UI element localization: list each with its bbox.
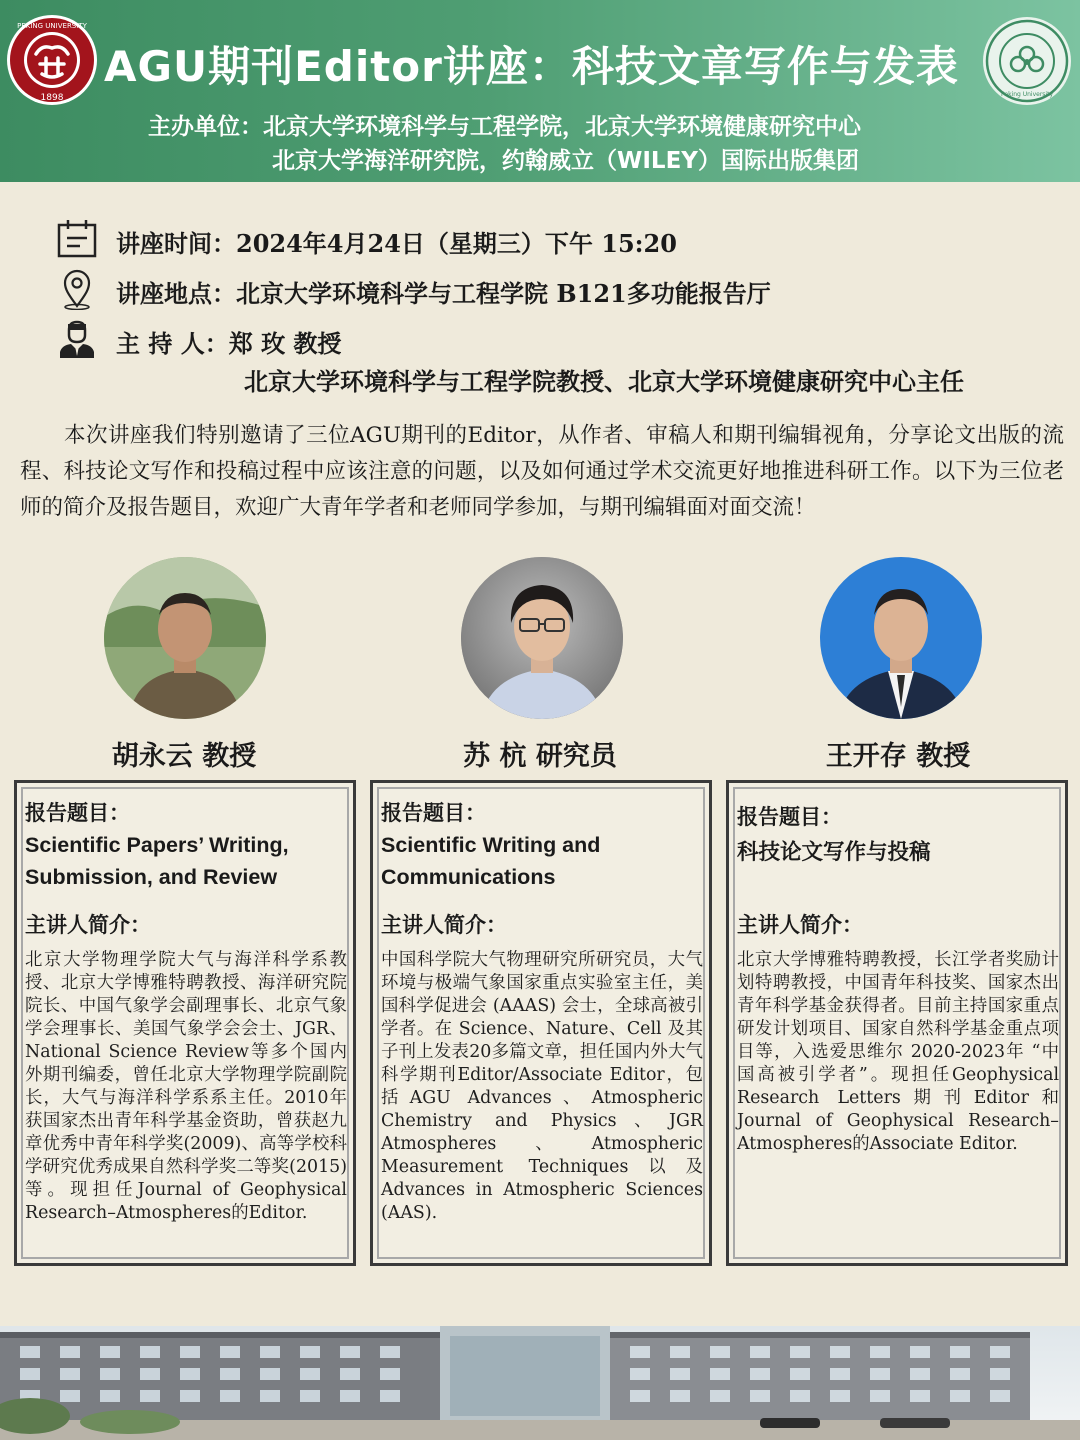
lecture-place-row <box>56 266 1056 312</box>
speaker-3-topic-label: 报告题目： <box>737 805 842 829</box>
speaker-2-topic-line-2: Communications <box>381 865 556 889</box>
host-title: 北京大学环境科学与工程学院教授、北京大学环境健康研究中心主任 <box>244 367 964 396</box>
host-row <box>56 316 1056 362</box>
lecture-time: 讲座时间：2024年4月24日（星期三）下午 15:20 <box>116 229 677 258</box>
host-name: 主 持 人：郑 玫 教授 <box>116 329 342 358</box>
speaker-1-topic-line-2: Submission, and Review <box>25 865 278 889</box>
page-title: AGU期刊Editor讲座：科技文章写作与发表 <box>104 42 959 91</box>
host-person-icon <box>56 318 98 360</box>
speaker-3-bio-label: 主讲人简介： <box>737 913 863 937</box>
location-pin-icon <box>56 268 98 310</box>
speaker-3-card <box>726 780 1068 1266</box>
organizers-line-2: 北京大学海洋研究院，约翰威立（WILEY）国际出版集团 <box>272 148 859 174</box>
speaker-1-name: 胡永云 教授 <box>111 741 257 772</box>
speaker-2-bio: 中国科学院大气物理研究所研究员，大气环境与极端气象国家重点实验室主任，美国科学促进会 (AAAS) 会士，全球高被引学者。在 Science、Nature、Cell 及其子刊上发表20多篇文章，担任国内外大气科学期刊Editor/Associate Editor，包括AGU Advances、Atmospheric Chemistry and Physics、JGR Atmospheres、Atmospheric Measurement Techniques以及Advances in Atmospheric Sciences (AAS). <box>381 950 703 1223</box>
speaker-1-bio: 北京大学物理学院大气与海洋科学系教授、北京大学博雅特聘教授、海洋研究院院长、中国气象学会副理事长、北京气象学会理事长、美国气象学会会士、JGR、National Science Review等多个国内外期刊编委，曾任北京大学物理学院副院长，大气与海洋科学系系主任。2010年获国家杰出青年科学基金资助，曾获赵九章优秀中青年科学奖(2009)、高等学校科学研究优秀成果自然科学奖二等奖(2015)等。现担任Journal of Geophysical Research–Atmospheres的Editor. <box>25 950 347 1223</box>
lecture-place: 讲座地点：北京大学环境科学与工程学院 B121多功能报告厅 <box>116 279 771 308</box>
intro-paragraph: 本次讲座我们特别邀请了三位AGU期刊的Editor，从作者、审稿人和期刊编辑视角，分享论文出版的流程、科技论文写作和投稿过程中应该注意的问题，以及如何通过学术交流更好地推进科研工作。以下为三位老师的简介及报告题目，欢迎广大青年学者和老师同学参加，与期刊编辑面对面交流！ <box>20 423 1064 520</box>
speaker-1-photo <box>104 557 266 719</box>
left-seal-text: PEKING UNIVERSITY <box>17 22 87 30</box>
speaker-2-topic-line-1: Scientific Writing and <box>381 833 601 857</box>
speaker-3-bio: 北京大学博雅特聘教授，长江学者奖励计划特聘教授，中国青年科技奖、国家杰出青年科学基金获得者。目前主持国家重点研发计划项目、国家自然科学基金重点项目等，入选爱思维尔 2020-2023年 “中国高被引学者”。现担任Geophysical Research Letters期刊Editor和Journal of Geophysical Research–Atmospheres的Associate Editor. <box>737 950 1059 1154</box>
speaker-2-card <box>370 780 712 1266</box>
speaker-2-bio-label: 主讲人简介： <box>381 913 507 937</box>
speaker-3-photo <box>820 557 982 719</box>
speaker-1-card <box>14 780 356 1266</box>
speaker-1-topic-label: 报告题目： <box>25 801 130 825</box>
peking-university-seal-icon <box>6 14 98 106</box>
speaker-2-name: 苏 杭 研究员 <box>463 741 617 772</box>
organizers-line-1: 主办单位：北京大学环境科学与工程学院，北京大学环境健康研究中心 <box>148 114 861 140</box>
lecture-time-row <box>56 216 1056 262</box>
speaker-2-photo <box>461 557 623 719</box>
header-banner <box>0 0 1080 182</box>
left-seal-year: 1898 <box>40 93 64 103</box>
college-seal-icon <box>982 16 1072 106</box>
college-building-image <box>0 1326 1080 1440</box>
speaker-1-bio-label: 主讲人简介： <box>25 913 151 937</box>
speaker-1-topic-line-1: Scientific Papers’ Writing, <box>25 833 289 857</box>
speaker-2-topic-label: 报告题目： <box>381 801 486 825</box>
calendar-icon <box>56 218 98 260</box>
right-seal-text: Peking University <box>1000 91 1054 98</box>
speaker-3-name: 王开存 教授 <box>825 741 971 772</box>
speaker-3-topic-line-1: 科技论文写作与投稿 <box>737 840 931 865</box>
